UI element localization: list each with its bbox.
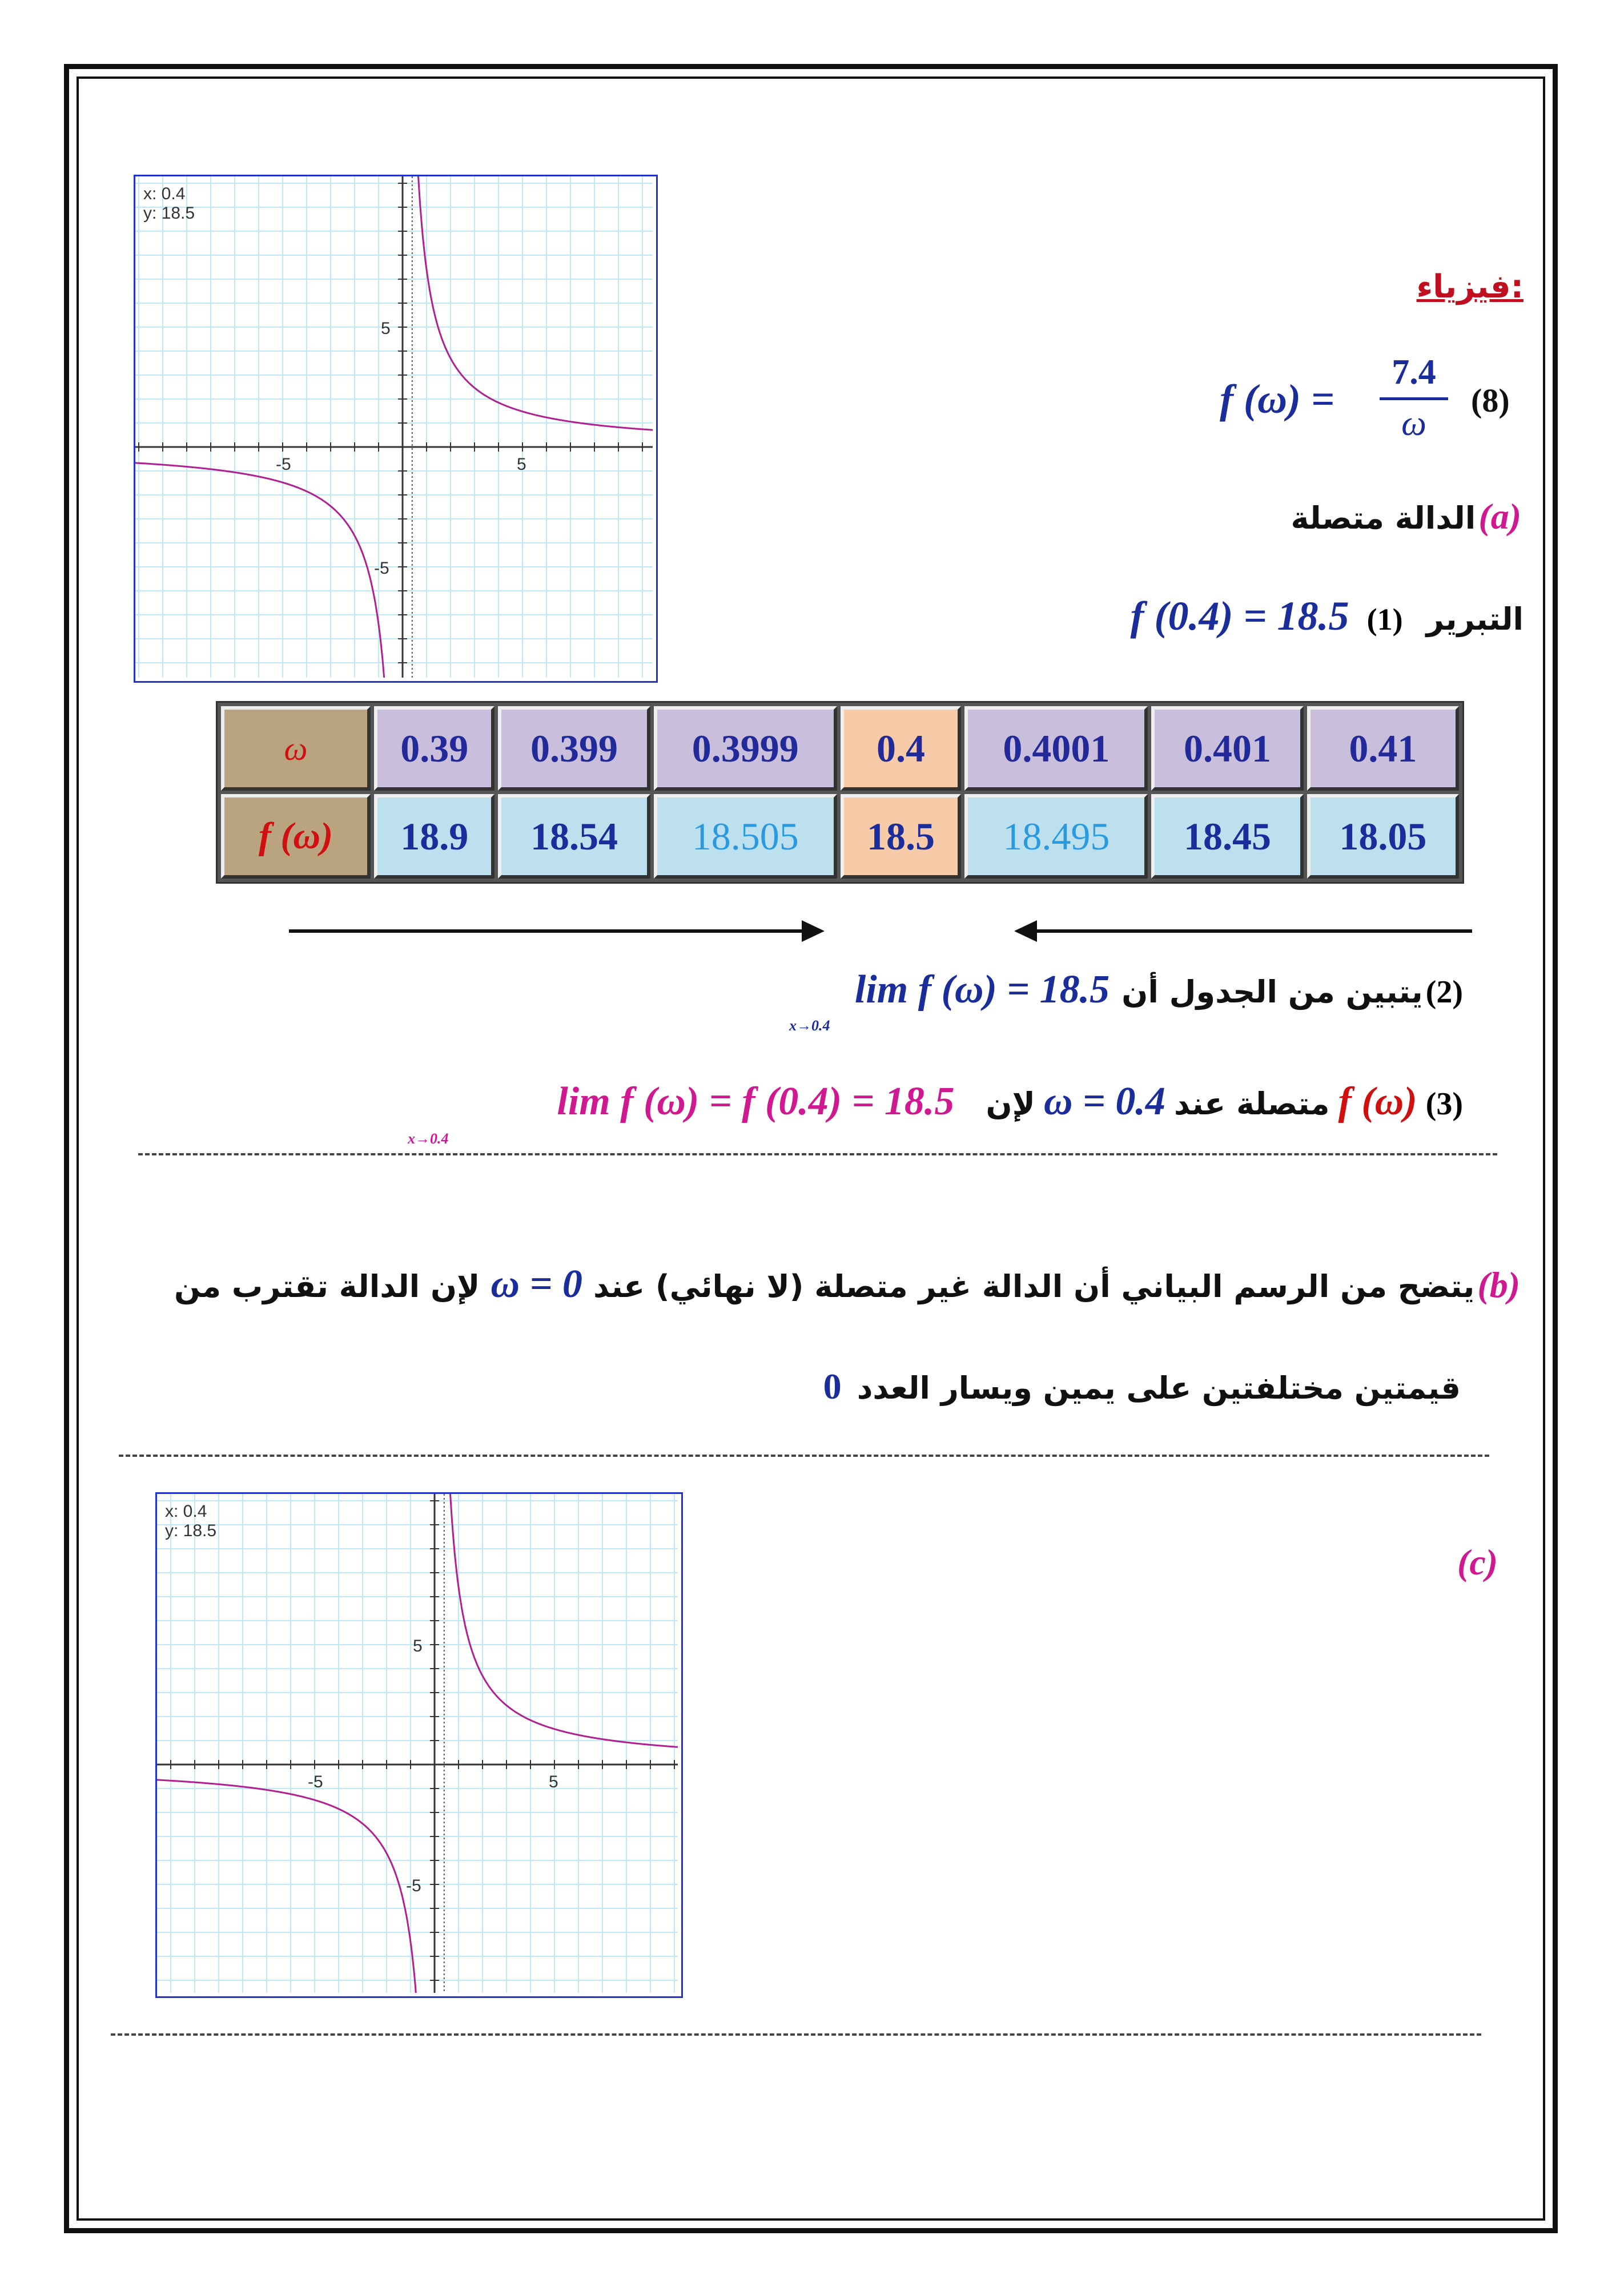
step3-line (557, 1079, 1463, 1125)
table-cell: 18.54 (498, 794, 650, 879)
graph-top-readout-y: y: 18.5 (143, 204, 195, 223)
graph-bottom-readout-x: x: 0.4 (165, 1502, 207, 1521)
step2-line (855, 967, 1463, 1013)
graph-bottom-readout-y: y: 18.5 (165, 1521, 217, 1540)
part-b-text-b: لإن الدالة تقترب من (174, 1268, 480, 1304)
fraction-bar (1380, 397, 1448, 400)
table-cell: 0.4001 (964, 706, 1148, 791)
arrow-left-line (1032, 929, 1472, 933)
tick-label: 5 (381, 319, 391, 338)
table-header-omega: ω (221, 706, 371, 791)
curve-left-branch (135, 462, 395, 678)
part-c-label: (c) (1457, 1542, 1498, 1582)
step2-label: (2) (1425, 974, 1463, 1010)
table-cell: 0.39 (374, 706, 495, 791)
curve-right-branch (442, 1494, 678, 1750)
heading-physics: فيزياء: (1416, 268, 1523, 305)
values-table (216, 701, 1464, 884)
divider-2 (119, 1455, 1489, 1457)
graph-bottom (155, 1492, 683, 1998)
tick-label: -5 (374, 559, 389, 578)
curve-right-branch (410, 176, 653, 432)
table-cell: 0.41 (1307, 706, 1459, 791)
step3-label: (3) (1425, 1086, 1463, 1122)
fraction-numerator: 7.4 (1392, 353, 1436, 392)
function-fraction (1380, 351, 1448, 444)
part-b-text-a: يتضح من الرسم البياني أن الدالة غير متصلة (لا نهائي) عند (593, 1268, 1475, 1304)
table-cell-center: 0.4 (841, 706, 961, 791)
table-cell: 18.05 (1307, 794, 1459, 879)
part-b-zero: 0 (823, 1366, 842, 1407)
step1-label: (1) (1366, 602, 1403, 637)
step3-limit: lim f (ω) = f (0.4) = 18.5 (557, 1079, 955, 1123)
tick-label: 5 (549, 1773, 558, 1791)
part-b-line1 (174, 1262, 1520, 1307)
function-lhs: f (ω) = (1220, 376, 1335, 422)
tick-label: -5 (276, 455, 291, 474)
graph-top-svg (135, 176, 653, 678)
problem-number: (8) (1471, 382, 1510, 419)
graph-bottom-svg (157, 1494, 678, 1993)
tick-label: -5 (308, 1773, 323, 1791)
table-row-omega (221, 706, 1459, 791)
step1-equation: f (0.4) = 18.5 (1130, 593, 1349, 639)
step3-text2: لإن (986, 1086, 1035, 1122)
justification-word: التبرير (1426, 601, 1523, 637)
table-cell: 18.495 (964, 794, 1148, 879)
step3-text1: متصلة عند (1174, 1086, 1330, 1122)
tick-label: -5 (406, 1876, 421, 1895)
divider-3 (111, 2033, 1481, 2036)
graph-top (134, 175, 658, 683)
table-cell: 18.9 (374, 794, 495, 879)
step3-eq: ω = 0.4 (1043, 1079, 1165, 1123)
tick-label: 5 (517, 455, 526, 474)
table-row-f (221, 794, 1459, 879)
step3-func: f (ω) (1338, 1079, 1417, 1123)
table-cell: 18.505 (654, 794, 837, 879)
arrow-right-head (802, 920, 825, 942)
graph-top-readout-x: x: 0.4 (143, 184, 186, 203)
fraction-denominator: ω (1401, 404, 1426, 443)
part-b-text-c: قيمتين مختلفتين على يمين ويسار العدد (857, 1370, 1461, 1406)
table-cell: 0.3999 (654, 706, 837, 791)
justification-line (1131, 593, 1523, 640)
arrow-left-head (1014, 920, 1037, 942)
divider-1 (138, 1153, 1497, 1155)
step2-text: يتبين من الجدول أن (1121, 974, 1423, 1010)
step3-limit-sub: x→0.4 (408, 1130, 449, 1147)
arrow-right-line (289, 929, 809, 933)
tick-label: 5 (413, 1637, 423, 1655)
table-cell: 0.401 (1151, 706, 1303, 791)
step2-limit-sub: x→0.4 (789, 1017, 830, 1034)
step2-limit: lim f (ω) = 18.5 (854, 968, 1110, 1012)
part-a-text: الدالة متصلة (1291, 500, 1476, 536)
part-b-label: (b) (1477, 1264, 1520, 1305)
table-header-f: f (ω) (221, 794, 371, 879)
table-cell: 18.45 (1151, 794, 1303, 879)
part-a-label: (a) (1478, 496, 1521, 537)
part-a (1291, 496, 1521, 538)
table-cell: 0.399 (498, 706, 650, 791)
part-b-line2 (823, 1365, 1461, 1408)
table-cell-center: 18.5 (841, 794, 961, 879)
part-b-eq: ω = 0 (491, 1262, 582, 1306)
